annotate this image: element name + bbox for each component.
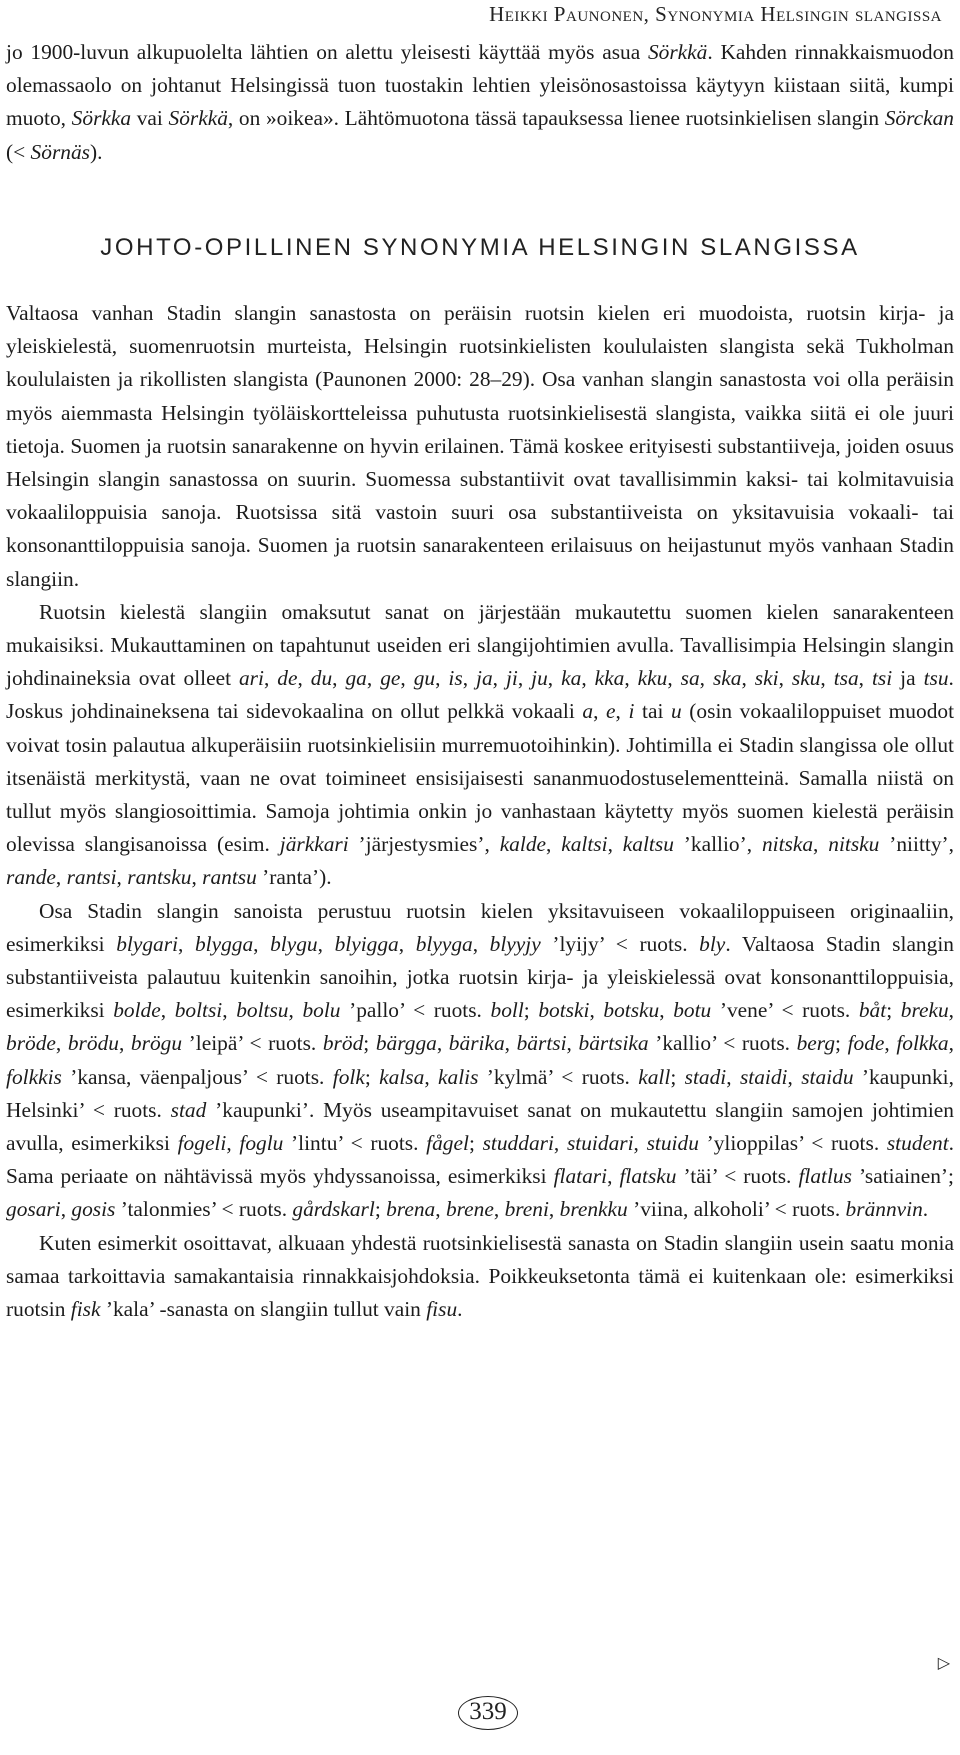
- continuation-arrow-icon: ▷: [937, 1653, 950, 1672]
- paragraph-1: Valtaosa vanhan Stadin slangin sanastosta on peräisin ruotsin kielen eri muodoista, ruotsin kirja- ja yleiskielestä, suomenruotsin murteista, Helsingin ruotsinkielisten koululaisten slangista sekä Tukholman koululaisten ja rikollisten slangista (Paunonen 2000: 28–29). Osa vanhan slangin sanastosta voi olla peräisin myös aiemmasta Helsingin työläiskortteleissa puhutusta ruotsinkielisestä slangista, vaikka siitä ei ole juuri tietoja. Suomen ja ruotsin sanarakenne on hyvin erilainen. Tämä koskee erityisesti substantiiveja, joiden osuus Helsingin slangin sanastossa on suurin. Suomessa substantiivit ovat tavallisimmin kaksi- tai kolmitavuisia vokaaliloppuisia sanoja. Ruotsissa sitä vastoin suuri osa substantiiveista on yksitavuisia vokaali- tai konsonanttiloppuisia sanoja. Suomen ja ruotsin sanarakenteen erilaisuus on heijastunut myös vanhaan Stadin slangiin.: [6, 301, 954, 591]
- page-number: 339: [458, 1696, 518, 1730]
- intro-paragraph: jo 1900-luvun alkupuolelta lähtien on alettu yleisesti käyttää myös asua Sörkkä. Kahden rinnakkaismuodon olemassaolo on johtanut Helsingissä tuon tuostakin lehtien yleisönosastoissa käytyyn kiistaan siitä, kumpi muoto, Sörkka vai Sörkkä, on »oikea». Lähtömuotona tässä tapauksessa lienee ruotsinkielisen slangin Sörckan (< Sörnäs).: [6, 40, 954, 164]
- paragraph-2: Ruotsin kielestä slangiin omaksutut sanat on järjestään mukautettu suomen kielen sanarakenteen mukaisiksi. Mukauttaminen on tapahtunut useiden eri slangijohtimien avulla. Tavallisimpia Helsingin slangin johdinaineksia ovat olleet ari, de, du, ga, ge, gu, is, ja, ji, ju, ka, kka, kku, sa, ska, ski, sku, tsa, tsi ja tsu. Joskus johdinaineksena tai sidevokaalina on ollut pelkkä vokaali a, e, i tai u (osin vokaaliloppuiset muodot voivat tosin palautua alkuperäisiin ruotsinkielisiin murremuotoihinkin). Johtimilla ei Stadin slangissa ole ollut itsenäistä merkitystä, vaan ne ovat toimineet ensisijaisesti sananmuodostuselementteinä. Samalla niistä on tullut myös slangiosoittimia. Samoja johtimia onkin jo vanhastaan käytetty myös suomen kielestä peräisin olevissa slangisanoissa (esim. järkkari ’järjestysmies’, kalde, kaltsi, kaltsu ’kallio’, nitska, nitsku ’niitty’, rande, rantsi, rantsku, rantsu ’ranta’).: [6, 599, 955, 890]
- section-heading: JOHTO-OPILLINEN SYNONYMIA HELSINGIN SLANGISSA: [100, 234, 860, 261]
- paragraph-4: Kuten esimerkit osoittavat, alkuaan yhdestä ruotsinkielisestä sanasta on Stadin slangiin usein saatu monia samaa tarkoittavia samakantaisia rinnakkaisjohdoksia. Poikkeuksetonta tämä ei kuitenkaan ole: esimerkiksi ruotsin fisk ’kala’ -sanasta on slangiin tullut vain fisu.: [6, 1230, 954, 1322]
- main-text: [6, 297, 954, 1326]
- running-head: Heikki Paunonen, Synonymia Helsingin slangissa: [489, 2, 942, 26]
- paragraph-3: Osa Stadin slangin sanoista perustuu ruotsin kielen yksitavuiseen vokaaliloppuiseen originaaliin, esimerkiksi blygari, blygga, blygu, blyigga, blyyga, blyyjy ’lyijy’ < ruots. bly. Valtaosa Stadin slangin substantiiveista palautuu kuitenkin sanoihin, jotka ruotsin kirja- ja yleiskielessä ovat konsonanttiloppuisia, esimerkiksi bolde, boltsi, boltsu, bolu ’pallo’ < ruots. boll; botski, botsku, botu ’vene’ < ruots. båt; breku, bröde, brödu, brögu ’leipä’ < ruots. bröd; bärgga, bärika, bärtsi, bärtsika ’kallio’ < ruots. berg; fode, folkka, folkkis ’kansa, väenpaljous’ < ruots. folk; kalsa, kalis ’kylmä’ < ruots. kall; stadi, staidi, staidu ’kaupunki, Helsinki’ < ruots. stad ’kaupunki’. Myös useampitavuiset sanat on mukautettu slangiin samojen johtimien avulla, esimerkiksi fogeli, foglu ’lintu’ < ruots. fågel; studdari, stuidari, stuidu ’ylioppilas’ < ruots. student. Sama periaate on nähtävissä myös yhdyssanoissa, esimerkiksi flatari, flatsku ’täi’ < ruots. flatlus ’satiainen’; gosari, gosis ’talonmies’ < ruots. gårdskarl; brena, brene, breni, brenkku ’viina, alkoholi’ < ruots. brännvin.: [6, 898, 955, 1222]
